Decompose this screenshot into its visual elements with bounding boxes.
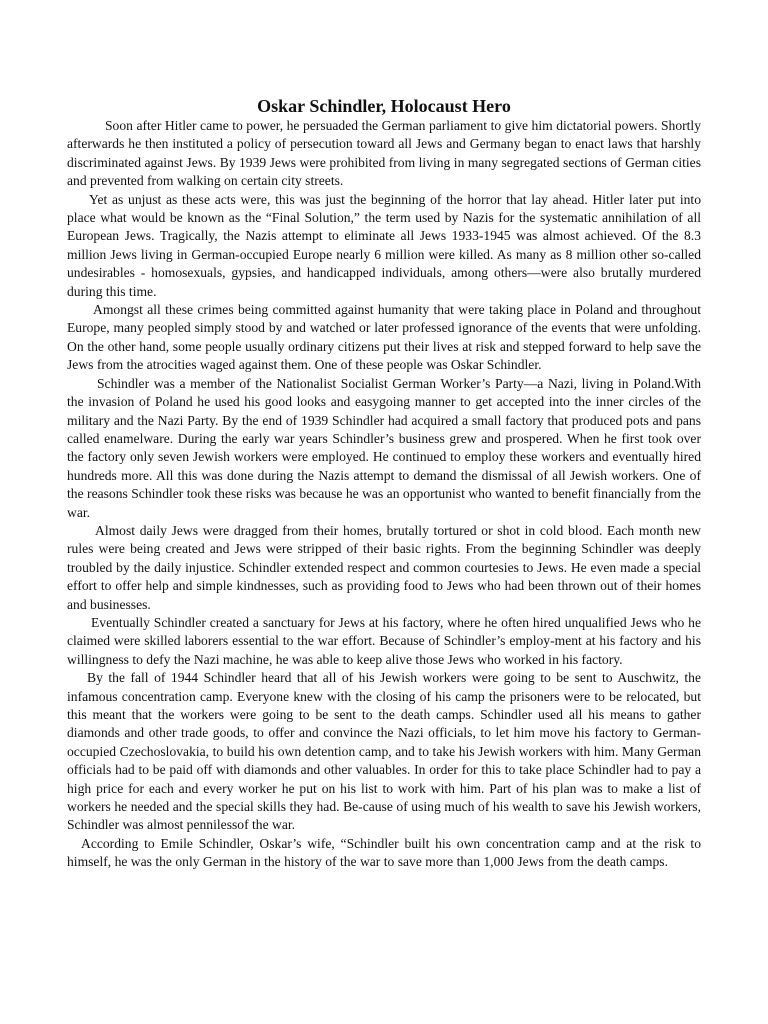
paragraph-1: Soon after Hitler came to power, he persuaded the German parliament to give him dictatorial powers. Shortly afterwards he then instituted a policy of persecution toward all Jews and Germany began to enact laws that harshly discriminated against Jews. By 1939 Jews were prohibited from living in many segregated sections of German cities and prevented from walking on certain city streets.: [67, 118, 701, 189]
paragraph-2: Yet as unjust as these acts were, this was just the beginning of the horror that lay ahead. Hitler later put into place what would be known as the “Final Solution,” the term used by Nazis for the systematic annihilation of all European Jews. Tragically, the Nazis attempt to eliminate all Jews 1933-1945 was almost achieved. Of the 8.3 million Jews living in German-occupied Europe nearly 6 million were killed. As many as 8 million other so-called undesirables - homosexuals, gypsies, and handicapped individuals, among others—were also brutally murdered during this time.: [67, 191, 701, 299]
paragraph-3: Amongst all these crimes being committed against humanity that were taking place in Poland and throughout Europe, many peopled simply stood by and watched or later professed ignorance of the events that were unfolding. On the other hand, some people usually ordinary citizens put their lives at risk and stepped forward to help save the Jews from the atrocities waged against them. One of these people was Oskar Schindler.: [67, 302, 701, 373]
document-title: Oskar Schindler, Holocaust Hero: [257, 96, 511, 116]
paragraph-8: According to Emile Schindler, Oskar’s wife, “Schindler built his own concentration camp and at the risk to himself, he was the only German in the history of the war to save more than 1,000 Jews from the death camps.: [67, 835, 701, 870]
paragraph-5: Almost daily Jews were dragged from their homes, brutally tortured or shot in cold blood. Each month new rules were being created and Jews were stripped of their basic rights. From the beginning Schindler was deeply troubled by the daily injustice. Schindler extended respect and common courtesies to Jews. He even made a special effort to offer help and simple kindnesses, such as providing food to Jews who had been thrown out of their homes and businesses.: [67, 522, 701, 612]
paragraph-6: Eventually Schindler created a sanctuary for Jews at his factory, where he often hired unqualified Jews who he claimed were skilled laborers essential to the war effort. Because of Schindler’s employ-ment at his factory and his willingness to defy the Nazi machine, he was able to keep alive those Jews who worked in his factory.: [67, 614, 701, 667]
paragraph-4: Schindler was a member of the Nationalist Socialist German Worker’s Party—a Nazi, living in Poland.With the invasion of Poland he used his good looks and easygoing manner to get accepted into the inner circles of the military and the Nazi Party. By the end of 1939 Schindler had acquired a small factory that produced pots and pans called enamelware. During the early war years Schindler’s business grew and prospered. When he first took over the factory only seven Jewish workers were employed. He continued to employ these workers and eventually hired hundreds more. All this was done during the Nazis attempt to demand the dismissal of all Jewish workers. One of the reasons Schindler took these risks was because he was an opportunist who wanted to benefit financially from the war.: [67, 375, 701, 520]
paragraph-7: By the fall of 1944 Schindler heard that all of his Jewish workers were going to be sent to Auschwitz, the infamous concentration camp. Everyone knew with the closing of his camp the prisoners were to be relocated, but this meant that the workers were going to be sent to the death camps. Schindler used all his means to gather diamonds and other trade goods, to offer and convince the Nazi officials, to let him move his factory to German-occupied Czechoslovakia, to build his own detention camp, and to take his Jewish workers with him. Many German officials had to be paid off with diamonds and other valuables. In order for this to take place Schindler had to pay a high price for each and every worker he put on his list to work with him. Part of his plan was to make a list of workers he needed and the special skills they had. Be-cause of using much of his wealth to save his Jewish workers, Schindler was almost pennilessof the war.: [67, 670, 701, 833]
document-page: [67, 96, 701, 872]
